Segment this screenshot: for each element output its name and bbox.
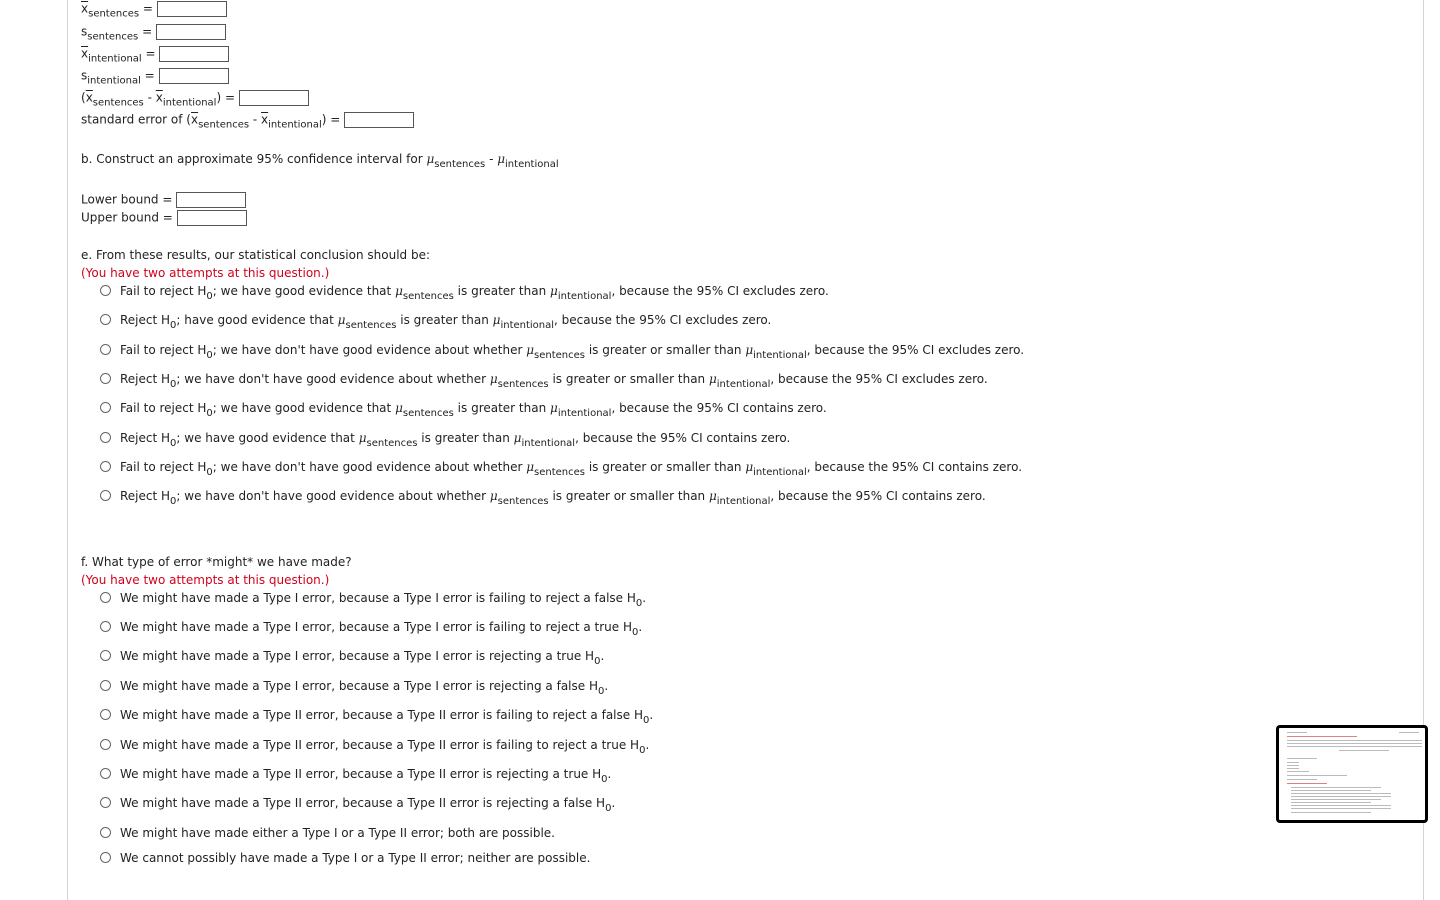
option-text: Reject H — [120, 313, 171, 327]
error-type-option[interactable] — [100, 679, 609, 697]
h0-subscript: 0 — [206, 467, 213, 478]
se-row: standard error of $(\overline{x}_{sentences} - \overline{x}_{intentional})$ = — [81, 112, 414, 128]
mu-symbol: μ — [358, 431, 367, 445]
mu-symbol: μ — [489, 489, 498, 503]
option-text: , because the 95% CI contains zero. — [575, 431, 791, 445]
option-text: ; we have don't have good evidence about whether — [176, 489, 490, 503]
option-text: , because the 95% CI contains zero. — [770, 489, 986, 503]
stat-row-s-intentional: $s_{intentional}$ = — [81, 68, 229, 84]
mu-subscript: sentences — [402, 291, 454, 302]
option-text: , because the 95% CI excludes zero. — [611, 284, 829, 298]
mu-symbol: μ — [395, 284, 403, 298]
radio-button[interactable] — [100, 461, 111, 472]
error-type-option[interactable] — [100, 826, 555, 840]
option-period: . — [604, 679, 609, 693]
radio-button[interactable] — [100, 680, 111, 691]
error-type-option[interactable] — [100, 851, 590, 865]
option-period: . — [645, 738, 650, 752]
mu-symbol: μ — [708, 372, 717, 386]
error-type-option[interactable] — [100, 649, 605, 667]
h0-subscript: 0 — [594, 656, 601, 667]
mu-symbol: μ — [337, 313, 346, 327]
option-text: Fail to reject H — [120, 284, 207, 298]
option-text: We might have made either a Type I or a Type II error; both are possible. — [120, 826, 555, 840]
option-period: . — [638, 620, 643, 634]
error-type-option[interactable] — [100, 620, 643, 638]
option-text: ; we have don't have good evidence about whether — [212, 460, 527, 474]
radio-button[interactable] — [100, 432, 111, 443]
radio-button[interactable] — [100, 827, 111, 838]
conclusion-option[interactable] — [100, 284, 829, 302]
h0-subscript: 0 — [170, 438, 177, 449]
h0-subscript: 0 — [170, 320, 177, 331]
option-text: ; we have don't have good evidence about whether — [176, 372, 490, 386]
option-text: We might have made a Type I error, because a Type I error is rejecting a true H — [120, 649, 595, 663]
radio-button[interactable] — [100, 490, 111, 501]
mu-subscript: intentional — [557, 408, 612, 419]
option-text: We cannot possibly have made a Type I or a Type II error; neither are possible. — [120, 851, 591, 865]
mu-symbol: μ — [526, 460, 535, 474]
option-text: , because the 95% CI contains zero. — [806, 460, 1023, 474]
option-text: We might have made a Type I error, because a Type I error is rejecting a false H — [120, 679, 598, 693]
error-type-option[interactable] — [100, 738, 650, 756]
h0-subscript: 0 — [597, 686, 605, 697]
mu-subscript: sentences — [366, 438, 418, 449]
option-text: We might have made a Type I error, because a Type I error is failing to reject a false H — [120, 591, 636, 605]
option-text: is greater or smaller than — [548, 489, 709, 503]
option-text: ; we have good evidence that — [176, 431, 359, 445]
radio-button[interactable] — [100, 402, 111, 413]
mu-symbol: μ — [526, 343, 535, 357]
radio-button[interactable] — [100, 373, 111, 384]
mean-difference-input[interactable] — [239, 90, 309, 106]
stat-label: $\overline{x}$ — [81, 1, 89, 16]
radio-button[interactable] — [100, 650, 111, 661]
part-f-attempts-note: (You have two attempts at this question.) — [81, 573, 330, 587]
radio-button[interactable] — [100, 709, 111, 720]
conclusion-option[interactable] — [100, 460, 1023, 478]
stat-label: $\overline{x}$ — [81, 46, 89, 61]
conclusion-option[interactable] — [100, 489, 986, 507]
option-text: We might have made a Type I error, because a Type I error is failing to reject a true H — [120, 620, 632, 634]
option-text: We might have made a Type II error, because a Type II error is failing to reject a true H — [120, 738, 640, 752]
standard-error-input[interactable] — [344, 112, 414, 128]
mu-symbol: μ — [745, 343, 754, 357]
part-f-prompt: f. What type of error *might* we have made? — [81, 555, 352, 569]
option-text: Reject H — [120, 489, 171, 503]
upper-bound-row: Upper bound = — [81, 210, 247, 226]
radio-button[interactable] — [100, 621, 111, 632]
h0-subscript: 0 — [642, 715, 650, 726]
conclusion-option[interactable] — [100, 343, 1025, 361]
option-text: ; we have good evidence that — [212, 401, 396, 415]
mu-symbol: μ — [513, 431, 522, 445]
conclusion-option[interactable] — [100, 431, 791, 449]
mu-subscript: intentional — [521, 438, 576, 449]
page-thumbnail-preview[interactable] — [1276, 725, 1428, 823]
mu-subscript: sentences — [497, 379, 549, 390]
xbar-intentional-input[interactable] — [159, 46, 229, 62]
option-period: . — [649, 708, 654, 722]
h0-subscript: 0 — [635, 598, 643, 609]
h0-subscript: 0 — [170, 379, 177, 390]
radio-button[interactable] — [100, 797, 111, 808]
option-text: We might have made a Type II error, because a Type II error is rejecting a true H — [120, 767, 602, 781]
h0-subscript: 0 — [601, 774, 608, 785]
error-type-option[interactable] — [100, 708, 654, 726]
upper-bound-label: Upper bound — [81, 210, 159, 225]
mu-symbol: μ — [708, 489, 717, 503]
mu-subscript: intentional — [557, 291, 612, 302]
mu-subscript: sentences — [497, 496, 549, 507]
part-b-prompt: b. Construct an approximate 95% confidence interval for $\mu_{sentences} - \mu_{intentional}$ — [81, 152, 559, 170]
radio-button[interactable] — [100, 344, 111, 355]
mu-subscript: sentences — [534, 350, 585, 361]
option-text: Fail to reject H — [120, 343, 207, 357]
conclusion-option[interactable] — [100, 401, 827, 419]
option-text: ; we have good evidence that — [212, 284, 396, 298]
option-text: , because the 95% CI contains zero. — [611, 401, 827, 415]
radio-button[interactable] — [100, 768, 111, 779]
mu-subscript: intentional — [716, 379, 771, 390]
s-sentences-input[interactable] — [156, 24, 226, 40]
option-period: . — [611, 796, 616, 810]
mu-subscript: intentional — [753, 467, 807, 478]
xbar-sentences-input[interactable] — [157, 1, 227, 17]
option-text: is greater than — [453, 284, 551, 298]
stat-row-s-sentences: $s_{sentences}$ = — [81, 24, 226, 40]
option-text: , because the 95% CI excludes zero. — [806, 343, 1025, 357]
h0-subscript: 0 — [170, 496, 177, 507]
mu-symbol: μ — [395, 401, 403, 415]
mu-subscript: intentional — [753, 350, 807, 361]
error-type-option[interactable] — [100, 796, 616, 814]
mu-subscript: sentences — [534, 467, 585, 478]
h0-subscript: 0 — [639, 745, 646, 756]
option-text: is greater than — [417, 431, 514, 445]
option-text: is greater than — [396, 313, 493, 327]
option-period: . — [607, 767, 612, 781]
option-text: is greater than — [453, 401, 551, 415]
option-text: Reject H — [120, 372, 171, 386]
h0-subscript: 0 — [206, 408, 213, 419]
option-period: . — [600, 649, 605, 663]
option-text: Reject H — [120, 431, 171, 445]
stat-row-xbar-sentences: $\overline{x}_{sentences}$ = — [81, 1, 227, 17]
mu-symbol: μ — [550, 401, 558, 415]
error-type-option[interactable] — [100, 591, 647, 609]
radio-button[interactable] — [100, 739, 111, 750]
mu-symbol: μ — [492, 313, 501, 327]
lower-bound-label: Lower bound — [81, 192, 159, 207]
option-text: is greater or smaller than — [548, 372, 709, 386]
stat-label: s — [81, 68, 88, 83]
mu-subscript: intentional — [716, 496, 771, 507]
option-text: ; we have don't have good evidence about whether — [212, 343, 527, 357]
radio-button[interactable] — [100, 314, 111, 325]
mu-subscript: intentional — [500, 320, 555, 331]
mu-symbol: μ — [745, 460, 754, 474]
upper-bound-input[interactable] — [177, 210, 247, 226]
h0-subscript: 0 — [632, 627, 639, 638]
diff-row: $(\overline{x}_{sentences} - \overline{x}_{intentional})$ = — [81, 90, 309, 106]
h0-subscript: 0 — [206, 350, 213, 361]
lower-bound-row: Lower bound = — [81, 192, 246, 208]
option-period: . — [642, 591, 647, 605]
stat-row-xbar-intentional: $\overline{x}_{intentional}$ = — [81, 46, 229, 62]
option-text: is greater or smaller than — [585, 343, 746, 357]
option-text: , because the 95% CI excludes zero. — [770, 372, 988, 386]
option-text: Fail to reject H — [120, 460, 207, 474]
error-type-option[interactable] — [100, 767, 612, 785]
content-frame — [67, 0, 1424, 900]
radio-button[interactable] — [100, 592, 111, 603]
option-text: Fail to reject H — [120, 401, 207, 415]
mu-subscript: sentences — [345, 320, 397, 331]
s-intentional-input[interactable] — [159, 68, 229, 84]
option-text: We might have made a Type II error, because a Type II error is failing to reject a false H — [120, 708, 643, 722]
h0-subscript: 0 — [206, 291, 213, 302]
mu-subscript: sentences — [402, 408, 454, 419]
option-text: We might have made a Type II error, because a Type II error is rejecting a false H — [120, 796, 606, 810]
part-e-prompt: e. From these results, our statistical conclusion should be: — [81, 248, 431, 262]
part-e-attempts-note: (You have two attempts at this question.) — [81, 266, 330, 280]
option-text: , because the 95% CI excludes zero. — [554, 313, 772, 327]
radio-button[interactable] — [100, 852, 111, 863]
radio-button[interactable] — [100, 285, 111, 296]
conclusion-option[interactable] — [100, 372, 988, 390]
h0-subscript: 0 — [605, 803, 612, 814]
conclusion-option[interactable] — [100, 313, 772, 331]
mu-symbol: μ — [550, 284, 558, 298]
stat-label: s — [81, 24, 88, 39]
mu-symbol: μ — [489, 372, 498, 386]
option-text: ; have good evidence that — [176, 313, 338, 327]
lower-bound-input[interactable] — [176, 192, 246, 208]
option-text: is greater or smaller than — [585, 460, 746, 474]
